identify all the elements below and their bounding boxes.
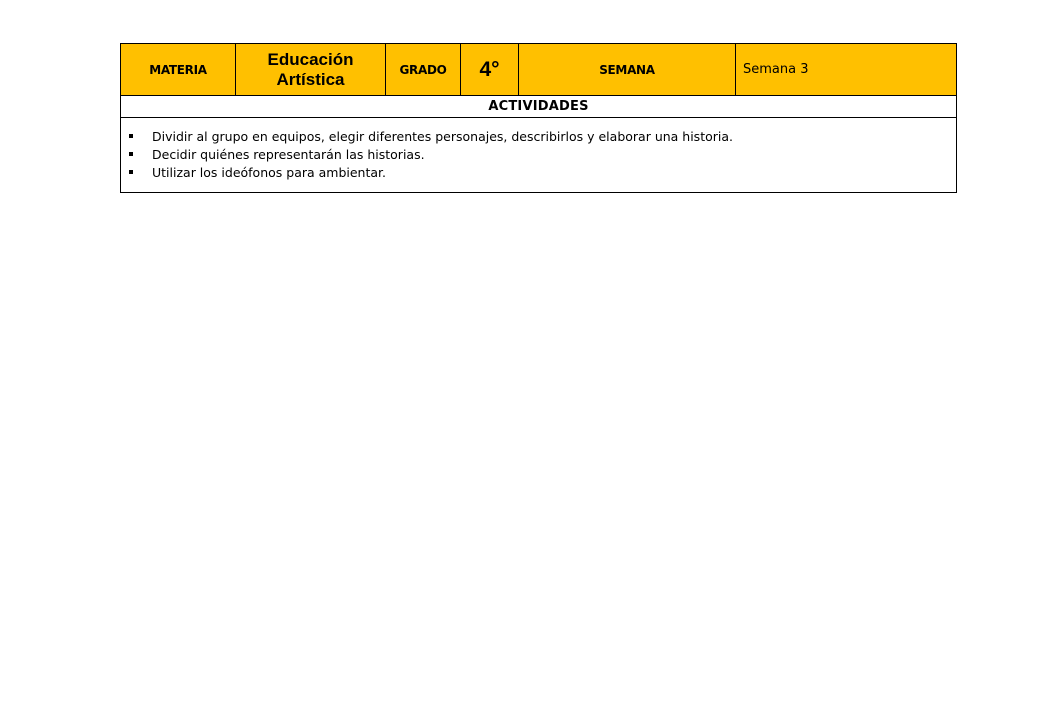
activity-text: Utilizar los ideófonos para ambientar. bbox=[152, 165, 387, 180]
square-bullet-icon bbox=[129, 152, 133, 156]
lesson-plan-sheet bbox=[120, 43, 956, 193]
activities-title-row bbox=[121, 96, 957, 118]
semana-label: SEMANA bbox=[519, 44, 736, 96]
activities-cell bbox=[121, 118, 957, 193]
square-bullet-icon bbox=[129, 170, 133, 174]
list-item bbox=[121, 128, 956, 146]
grado-label: GRADO bbox=[386, 44, 461, 96]
list-item bbox=[121, 146, 956, 164]
activity-text: Decidir quiénes representarán las historias. bbox=[152, 147, 425, 162]
activities-title: ACTIVIDADES bbox=[121, 96, 957, 118]
activities-list bbox=[121, 128, 956, 182]
header-row bbox=[121, 44, 957, 96]
lesson-plan-table bbox=[120, 43, 957, 193]
activity-text: Dividir al grupo en equipos, elegir diferentes personajes, describirlos y elaborar una historia. bbox=[152, 129, 733, 144]
list-item bbox=[121, 164, 956, 182]
grado-value: 4° bbox=[461, 44, 519, 96]
materia-label: MATERIA bbox=[121, 44, 236, 96]
semana-value: Semana 3 bbox=[736, 44, 957, 96]
activities-body-row bbox=[121, 118, 957, 193]
square-bullet-icon bbox=[129, 134, 133, 138]
materia-value: Educación Artística bbox=[236, 44, 386, 96]
